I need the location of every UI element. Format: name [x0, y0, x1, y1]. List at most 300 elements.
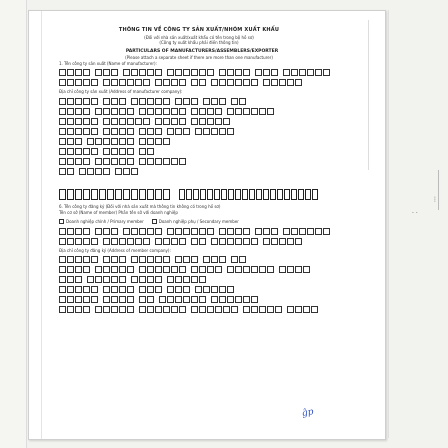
character-box[interactable] — [119, 98, 126, 105]
character-box[interactable] — [139, 296, 146, 303]
character-box[interactable] — [171, 158, 178, 165]
character-box[interactable] — [231, 256, 238, 263]
character-box[interactable] — [211, 256, 218, 263]
character-box[interactable] — [87, 168, 94, 175]
character-box[interactable] — [263, 79, 270, 86]
character-box[interactable] — [111, 306, 118, 313]
character-box[interactable] — [203, 286, 210, 293]
character-box[interactable] — [127, 138, 134, 145]
character-box[interactable] — [235, 266, 242, 273]
registration-digit-box[interactable] — [277, 189, 283, 200]
character-box[interactable] — [95, 108, 102, 115]
character-box[interactable] — [235, 238, 242, 245]
character-box[interactable] — [215, 306, 222, 313]
registration-digit-box[interactable] — [99, 189, 106, 200]
character-box[interactable] — [199, 118, 206, 125]
character-box[interactable] — [143, 118, 150, 125]
character-box[interactable] — [291, 69, 298, 76]
character-box[interactable] — [199, 79, 206, 86]
character-box[interactable] — [155, 238, 162, 245]
character-box[interactable] — [135, 118, 142, 125]
character-box[interactable] — [119, 238, 126, 245]
character-box[interactable] — [163, 138, 170, 145]
character-box[interactable] — [155, 228, 162, 235]
character-box[interactable] — [139, 98, 146, 105]
character-box[interactable] — [219, 79, 226, 86]
character-box[interactable] — [123, 168, 130, 175]
character-box[interactable] — [199, 108, 206, 115]
character-box[interactable] — [163, 118, 170, 125]
character-box[interactable] — [167, 69, 174, 76]
character-box[interactable] — [147, 256, 154, 263]
character-box[interactable] — [83, 296, 90, 303]
character-box[interactable] — [103, 148, 110, 155]
character-box[interactable] — [239, 98, 246, 105]
registration-digit-box[interactable] — [75, 189, 82, 200]
character-box[interactable] — [219, 238, 226, 245]
character-box[interactable] — [215, 108, 222, 115]
character-box[interactable] — [303, 306, 310, 313]
character-box[interactable] — [83, 238, 90, 245]
character-box[interactable] — [155, 138, 162, 145]
character-box[interactable] — [139, 69, 146, 76]
character-box[interactable] — [75, 276, 82, 283]
character-box[interactable] — [59, 168, 66, 175]
character-box[interactable] — [59, 158, 66, 165]
character-box[interactable] — [167, 228, 174, 235]
character-box[interactable] — [251, 238, 258, 245]
character-box[interactable] — [175, 69, 182, 76]
character-box[interactable] — [67, 238, 74, 245]
character-box[interactable] — [155, 118, 162, 125]
character-box[interactable] — [167, 296, 174, 303]
character-box[interactable] — [219, 128, 226, 135]
character-box[interactable] — [83, 69, 90, 76]
character-box[interactable] — [251, 108, 258, 115]
character-box[interactable] — [287, 266, 294, 273]
registration-digit-box[interactable] — [242, 189, 248, 200]
character-box[interactable] — [75, 296, 82, 303]
character-box[interactable] — [67, 108, 74, 115]
character-box[interactable] — [83, 306, 90, 313]
character-box[interactable] — [175, 98, 182, 105]
character-box[interactable] — [311, 306, 318, 313]
character-box[interactable] — [103, 168, 110, 175]
character-box[interactable] — [243, 306, 250, 313]
character-box[interactable] — [323, 69, 330, 76]
character-box[interactable] — [207, 228, 214, 235]
character-box[interactable] — [315, 69, 322, 76]
character-box[interactable] — [127, 296, 134, 303]
character-box[interactable] — [231, 98, 238, 105]
character-box[interactable] — [135, 79, 142, 86]
character-box[interactable] — [199, 306, 206, 313]
character-box[interactable] — [67, 168, 74, 175]
character-box[interactable] — [191, 69, 198, 76]
character-box[interactable] — [263, 69, 270, 76]
character-box[interactable] — [179, 118, 186, 125]
character-box[interactable] — [227, 296, 234, 303]
character-box[interactable] — [227, 228, 234, 235]
character-box[interactable] — [211, 296, 218, 303]
character-box[interactable] — [67, 266, 74, 273]
character-box[interactable] — [59, 79, 66, 86]
character-box[interactable] — [131, 168, 138, 175]
character-box[interactable] — [191, 296, 198, 303]
character-box[interactable] — [271, 69, 278, 76]
character-box[interactable] — [111, 266, 118, 273]
character-box[interactable] — [91, 296, 98, 303]
character-box[interactable] — [243, 69, 250, 76]
character-box[interactable] — [111, 296, 118, 303]
character-box[interactable] — [147, 158, 154, 165]
character-box[interactable] — [95, 158, 102, 165]
character-box[interactable] — [91, 256, 98, 263]
character-box[interactable] — [191, 306, 198, 313]
character-box[interactable] — [139, 128, 146, 135]
registration-digit-box[interactable] — [270, 189, 276, 200]
character-box[interactable] — [295, 266, 302, 273]
character-box[interactable] — [315, 228, 322, 235]
character-box[interactable] — [199, 296, 206, 303]
character-box[interactable] — [271, 238, 278, 245]
character-box[interactable] — [167, 128, 174, 135]
character-box[interactable] — [267, 108, 274, 115]
character-box[interactable] — [235, 79, 242, 86]
character-box[interactable] — [175, 128, 182, 135]
character-box[interactable] — [75, 128, 82, 135]
character-box[interactable] — [195, 128, 202, 135]
character-box[interactable] — [59, 98, 66, 105]
character-box[interactable] — [75, 98, 82, 105]
registration-digit-box[interactable] — [186, 189, 192, 200]
character-box[interactable] — [155, 276, 162, 283]
character-box[interactable] — [91, 79, 98, 86]
character-box[interactable] — [159, 296, 166, 303]
character-box[interactable] — [67, 296, 74, 303]
character-box[interactable] — [163, 256, 170, 263]
character-box[interactable] — [307, 69, 314, 76]
character-box[interactable] — [267, 266, 274, 273]
character-box[interactable] — [291, 228, 298, 235]
registration-digit-box[interactable] — [305, 189, 311, 200]
character-box[interactable] — [83, 128, 90, 135]
character-box[interactable] — [263, 228, 270, 235]
character-box[interactable] — [179, 306, 186, 313]
registration-digit-box[interactable] — [147, 189, 154, 200]
character-box[interactable] — [275, 306, 282, 313]
character-box[interactable] — [59, 306, 66, 313]
character-box[interactable] — [255, 69, 262, 76]
character-box[interactable] — [207, 69, 214, 76]
registration-digit-box[interactable] — [207, 189, 213, 200]
character-box[interactable] — [219, 296, 226, 303]
character-box[interactable] — [295, 238, 302, 245]
character-box[interactable] — [59, 118, 66, 125]
character-box[interactable] — [91, 128, 98, 135]
character-box[interactable] — [271, 79, 278, 86]
character-box[interactable] — [211, 128, 218, 135]
character-box[interactable] — [83, 266, 90, 273]
character-box[interactable] — [147, 286, 154, 293]
character-box[interactable] — [83, 79, 90, 86]
character-box[interactable] — [67, 286, 74, 293]
character-box[interactable] — [95, 306, 102, 313]
character-box[interactable] — [83, 118, 90, 125]
character-box[interactable] — [171, 238, 178, 245]
character-box[interactable] — [227, 286, 234, 293]
character-box[interactable] — [211, 286, 218, 293]
character-box[interactable] — [131, 256, 138, 263]
character-box[interactable] — [67, 138, 74, 145]
character-box[interactable] — [67, 228, 74, 235]
registration-digit-box[interactable] — [200, 189, 206, 200]
character-box[interactable] — [191, 79, 198, 86]
character-box[interactable] — [183, 296, 190, 303]
character-box[interactable] — [75, 238, 82, 245]
character-box[interactable] — [279, 238, 286, 245]
registration-digit-box[interactable] — [284, 189, 290, 200]
character-box[interactable] — [203, 98, 210, 105]
character-box[interactable] — [95, 138, 102, 145]
character-box[interactable] — [139, 266, 146, 273]
registration-digit-box[interactable] — [249, 189, 255, 200]
character-box[interactable] — [235, 108, 242, 115]
character-box[interactable] — [111, 108, 118, 115]
character-box[interactable] — [147, 69, 154, 76]
character-box[interactable] — [155, 69, 162, 76]
character-box[interactable] — [163, 238, 170, 245]
character-box[interactable] — [83, 256, 90, 263]
character-box[interactable] — [191, 118, 198, 125]
character-box[interactable] — [171, 306, 178, 313]
character-box[interactable] — [75, 256, 82, 263]
character-box[interactable] — [127, 118, 134, 125]
character-box[interactable] — [199, 69, 206, 76]
character-box[interactable] — [271, 228, 278, 235]
character-box[interactable] — [119, 138, 126, 145]
character-box[interactable] — [59, 296, 66, 303]
character-box[interactable] — [227, 69, 234, 76]
character-box[interactable] — [243, 228, 250, 235]
character-box[interactable] — [255, 228, 262, 235]
registration-digit-box[interactable] — [155, 189, 162, 200]
character-box[interactable] — [91, 118, 98, 125]
character-box[interactable] — [235, 228, 242, 235]
character-box[interactable] — [103, 276, 110, 283]
registration-digit-box[interactable] — [235, 189, 241, 200]
character-box[interactable] — [155, 286, 162, 293]
character-box[interactable] — [219, 69, 226, 76]
character-box[interactable] — [191, 266, 198, 273]
character-box[interactable] — [83, 286, 90, 293]
character-box[interactable] — [243, 266, 250, 273]
registration-digit-box[interactable] — [228, 189, 234, 200]
character-box[interactable] — [83, 98, 90, 105]
character-box[interactable] — [295, 79, 302, 86]
character-box[interactable] — [211, 79, 218, 86]
character-box[interactable] — [103, 108, 110, 115]
registration-digit-box[interactable] — [179, 189, 185, 200]
character-box[interactable] — [171, 108, 178, 115]
character-box[interactable] — [207, 266, 214, 273]
character-box[interactable] — [227, 266, 234, 273]
character-box[interactable] — [103, 266, 110, 273]
character-box[interactable] — [103, 306, 110, 313]
character-box[interactable] — [111, 228, 118, 235]
character-box[interactable] — [251, 266, 258, 273]
character-box[interactable] — [139, 286, 146, 293]
character-box[interactable] — [267, 306, 274, 313]
character-box[interactable] — [75, 266, 82, 273]
character-box[interactable] — [167, 276, 174, 283]
character-box[interactable] — [59, 108, 66, 115]
character-box[interactable] — [103, 228, 110, 235]
character-box[interactable] — [111, 286, 118, 293]
character-box[interactable] — [155, 256, 162, 263]
character-box[interactable] — [183, 276, 190, 283]
character-box[interactable] — [299, 228, 306, 235]
character-box[interactable] — [131, 69, 138, 76]
character-box[interactable] — [111, 69, 118, 76]
character-box[interactable] — [147, 266, 154, 273]
character-box[interactable] — [303, 266, 310, 273]
character-box[interactable] — [199, 276, 206, 283]
character-box[interactable] — [131, 98, 138, 105]
registration-number-field[interactable] — [59, 188, 319, 200]
character-box[interactable] — [103, 238, 110, 245]
character-box[interactable] — [139, 158, 146, 165]
character-box[interactable] — [119, 108, 126, 115]
character-box[interactable] — [83, 228, 90, 235]
character-box[interactable] — [179, 108, 186, 115]
character-box[interactable] — [147, 296, 154, 303]
character-box[interactable] — [243, 108, 250, 115]
character-box[interactable] — [163, 98, 170, 105]
character-box[interactable] — [103, 256, 110, 263]
registration-digit-box[interactable] — [67, 189, 74, 200]
registration-digit-box[interactable] — [91, 189, 98, 200]
character-box[interactable] — [59, 128, 66, 135]
character-box[interactable] — [163, 79, 170, 86]
character-box[interactable] — [283, 69, 290, 76]
character-box[interactable] — [95, 228, 102, 235]
character-box[interactable] — [307, 228, 314, 235]
character-box[interactable] — [155, 108, 162, 115]
registration-digit-box[interactable] — [263, 189, 269, 200]
character-box[interactable] — [103, 79, 110, 86]
character-box[interactable] — [171, 118, 178, 125]
character-box[interactable] — [287, 306, 294, 313]
registration-digit-box[interactable] — [107, 189, 114, 200]
character-box[interactable] — [119, 286, 126, 293]
character-box[interactable] — [199, 228, 206, 235]
character-box[interactable] — [235, 296, 242, 303]
registration-digit-box[interactable] — [115, 189, 122, 200]
primary-member-checkbox[interactable] — [59, 219, 64, 224]
character-box[interactable] — [119, 266, 126, 273]
character-box[interactable] — [259, 306, 266, 313]
character-box[interactable] — [131, 276, 138, 283]
character-box[interactable] — [155, 306, 162, 313]
character-box[interactable] — [111, 148, 118, 155]
character-box[interactable] — [175, 296, 182, 303]
character-box[interactable] — [219, 286, 226, 293]
character-box[interactable] — [175, 276, 182, 283]
character-box[interactable] — [91, 286, 98, 293]
character-box[interactable] — [95, 168, 102, 175]
character-box[interactable] — [103, 69, 110, 76]
character-box[interactable] — [155, 128, 162, 135]
registration-digit-box[interactable] — [221, 189, 227, 200]
registration-digit-box[interactable] — [214, 189, 220, 200]
character-box[interactable] — [135, 238, 142, 245]
character-box[interactable] — [95, 69, 102, 76]
character-box[interactable] — [119, 148, 126, 155]
character-box[interactable] — [251, 79, 258, 86]
character-box[interactable] — [115, 168, 122, 175]
character-box[interactable] — [155, 266, 162, 273]
character-box[interactable] — [103, 158, 110, 165]
character-box[interactable] — [83, 148, 90, 155]
character-box[interactable] — [163, 158, 170, 165]
character-box[interactable] — [103, 98, 110, 105]
character-box[interactable] — [119, 118, 126, 125]
character-box[interactable] — [191, 238, 198, 245]
character-box[interactable] — [179, 238, 186, 245]
character-box[interactable] — [227, 128, 234, 135]
character-box[interactable] — [163, 108, 170, 115]
character-box[interactable] — [195, 286, 202, 293]
character-box[interactable] — [215, 266, 222, 273]
character-box[interactable] — [147, 138, 154, 145]
character-box[interactable] — [91, 98, 98, 105]
character-box[interactable] — [139, 306, 146, 313]
character-box[interactable] — [295, 306, 302, 313]
character-box[interactable] — [259, 266, 266, 273]
character-box[interactable] — [103, 118, 110, 125]
character-box[interactable] — [111, 79, 118, 86]
character-box[interactable] — [231, 306, 238, 313]
registration-digit-box[interactable] — [123, 189, 130, 200]
character-box[interactable] — [147, 276, 154, 283]
character-box[interactable] — [127, 158, 134, 165]
character-box[interactable] — [59, 228, 66, 235]
character-box[interactable] — [87, 276, 94, 283]
character-box[interactable] — [127, 108, 134, 115]
character-box[interactable] — [171, 79, 178, 86]
character-box[interactable] — [147, 108, 154, 115]
character-box[interactable] — [59, 256, 66, 263]
character-box[interactable] — [219, 228, 226, 235]
character-box[interactable] — [119, 276, 126, 283]
character-box[interactable] — [111, 118, 118, 125]
character-box[interactable] — [287, 238, 294, 245]
character-box[interactable] — [183, 98, 190, 105]
character-box[interactable] — [287, 79, 294, 86]
character-box[interactable] — [191, 108, 198, 115]
registration-digit-box[interactable] — [291, 189, 297, 200]
character-box[interactable] — [123, 69, 130, 76]
character-box[interactable] — [67, 79, 74, 86]
character-box[interactable] — [119, 79, 126, 86]
character-box[interactable] — [111, 276, 118, 283]
registration-digit-box[interactable] — [312, 189, 318, 200]
character-box[interactable] — [279, 266, 286, 273]
character-box[interactable] — [67, 69, 74, 76]
character-box[interactable] — [111, 158, 118, 165]
character-box[interactable] — [191, 276, 198, 283]
